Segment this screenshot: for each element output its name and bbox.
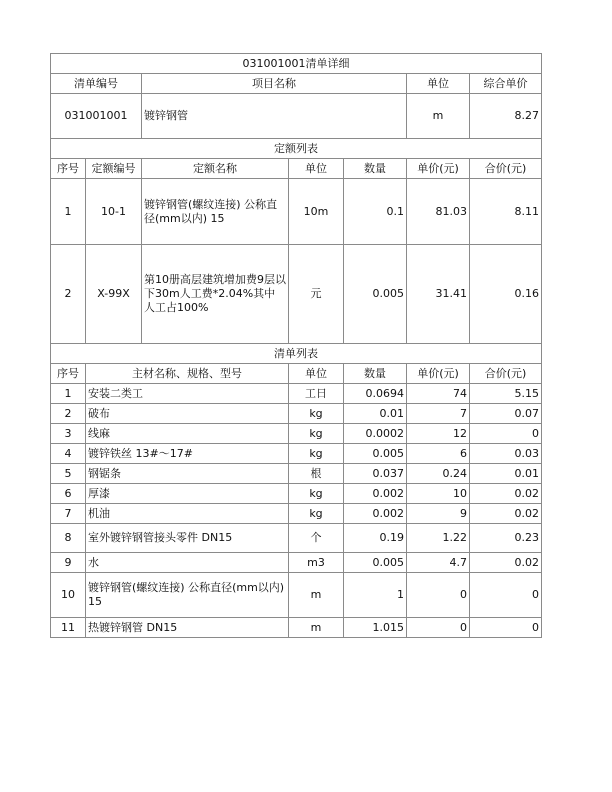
- quota-name: 镀锌钢管(螺纹连接) 公称直径(mm以内) 15: [142, 179, 289, 245]
- material-index: 10: [51, 573, 86, 618]
- quota-index: 1: [51, 179, 86, 245]
- material-row: [51, 384, 542, 404]
- material-qty: 0.19: [344, 524, 407, 553]
- header-name: 项目名称: [142, 74, 407, 94]
- material-row: [51, 553, 542, 573]
- material-qty: 0.005: [344, 444, 407, 464]
- materials-col-total: 合价(元): [470, 364, 542, 384]
- item-name: 镀锌钢管: [142, 94, 407, 139]
- material-unit-price: 9: [407, 504, 470, 524]
- header-unit: 单位: [407, 74, 470, 94]
- material-name: 线麻: [86, 424, 289, 444]
- material-name: 镀锌钢管(螺纹连接) 公称直径(mm以内) 15: [86, 573, 289, 618]
- quota-row: [51, 245, 542, 344]
- material-total: 0.07: [470, 404, 542, 424]
- material-name: 室外镀锌钢管接头零件 DN15: [86, 524, 289, 553]
- material-qty: 0.01: [344, 404, 407, 424]
- quota-qty: 0.1: [344, 179, 407, 245]
- quota-code: X-99X: [86, 245, 142, 344]
- material-row: [51, 618, 542, 638]
- material-unit-price: 0: [407, 618, 470, 638]
- material-qty: 0.0002: [344, 424, 407, 444]
- quota-col-total: 合价(元): [470, 159, 542, 179]
- material-unit: 工日: [289, 384, 344, 404]
- material-name: 钢锯条: [86, 464, 289, 484]
- material-row: [51, 524, 542, 553]
- material-row: [51, 404, 542, 424]
- material-unit-price: 6: [407, 444, 470, 464]
- material-row: [51, 464, 542, 484]
- material-total: 0.03: [470, 444, 542, 464]
- material-unit: kg: [289, 424, 344, 444]
- material-unit-price: 0.24: [407, 464, 470, 484]
- material-unit: m: [289, 618, 344, 638]
- material-qty: 0.002: [344, 484, 407, 504]
- material-total: 0.02: [470, 504, 542, 524]
- material-index: 8: [51, 524, 86, 553]
- material-qty: 0.002: [344, 504, 407, 524]
- quota-total: 8.11: [470, 179, 542, 245]
- material-qty: 0.0694: [344, 384, 407, 404]
- material-name: 热镀锌钢管 DN15: [86, 618, 289, 638]
- material-index: 9: [51, 553, 86, 573]
- quota-unit: 10m: [289, 179, 344, 245]
- material-unit: 根: [289, 464, 344, 484]
- item-price: 8.27: [470, 94, 542, 139]
- quota-unit-price: 31.41: [407, 245, 470, 344]
- material-index: 7: [51, 504, 86, 524]
- material-name: 水: [86, 553, 289, 573]
- materials-rows: [51, 384, 542, 638]
- quota-row: [51, 179, 542, 245]
- materials-col-qty: 数量: [344, 364, 407, 384]
- quota-total: 0.16: [470, 245, 542, 344]
- material-total: 0: [470, 424, 542, 444]
- quota-col-qty: 数量: [344, 159, 407, 179]
- material-row: [51, 573, 542, 618]
- material-unit-price: 12: [407, 424, 470, 444]
- quota-col-name: 定额名称: [142, 159, 289, 179]
- material-row: [51, 504, 542, 524]
- materials-col-unit: 单位: [289, 364, 344, 384]
- material-name: 机油: [86, 504, 289, 524]
- material-unit-price: 4.7: [407, 553, 470, 573]
- material-index: 6: [51, 484, 86, 504]
- materials-col-unit-price: 单价(元): [407, 364, 470, 384]
- material-name: 厚漆: [86, 484, 289, 504]
- materials-header-row: [51, 364, 542, 384]
- quota-col-index: 序号: [51, 159, 86, 179]
- material-unit: 个: [289, 524, 344, 553]
- quota-section-title: 定额列表: [51, 139, 542, 159]
- material-unit: m: [289, 573, 344, 618]
- material-unit: kg: [289, 404, 344, 424]
- material-total: 0.02: [470, 484, 542, 504]
- material-name: 镀锌铁丝 13#～17#: [86, 444, 289, 464]
- material-unit: kg: [289, 484, 344, 504]
- quota-index: 2: [51, 245, 86, 344]
- material-row: [51, 484, 542, 504]
- quota-col-code: 定额编号: [86, 159, 142, 179]
- material-name: 安装二类工: [86, 384, 289, 404]
- bill-detail-table: [50, 53, 542, 638]
- header-code: 清单编号: [51, 74, 142, 94]
- material-total: 0.02: [470, 553, 542, 573]
- material-qty: 0.005: [344, 553, 407, 573]
- quota-name: 第10册高层建筑增加费9层以下30m人工费*2.04%其中人工占100%: [142, 245, 289, 344]
- material-index: 4: [51, 444, 86, 464]
- materials-col-index: 序号: [51, 364, 86, 384]
- quota-col-unit: 单位: [289, 159, 344, 179]
- materials-col-name: 主材名称、规格、型号: [86, 364, 289, 384]
- material-qty: 1.015: [344, 618, 407, 638]
- quota-unit-price: 81.03: [407, 179, 470, 245]
- sheet-title: 031001001清单详细: [51, 54, 542, 74]
- material-name: 破布: [86, 404, 289, 424]
- material-total: 0: [470, 618, 542, 638]
- material-total: 0: [470, 573, 542, 618]
- quota-code: 10-1: [86, 179, 142, 245]
- quota-header-row: [51, 159, 542, 179]
- material-unit-price: 7: [407, 404, 470, 424]
- material-unit: kg: [289, 504, 344, 524]
- material-index: 2: [51, 404, 86, 424]
- material-unit-price: 10: [407, 484, 470, 504]
- material-total: 0.23: [470, 524, 542, 553]
- material-index: 1: [51, 384, 86, 404]
- material-index: 11: [51, 618, 86, 638]
- material-unit-price: 74: [407, 384, 470, 404]
- material-qty: 1: [344, 573, 407, 618]
- item-unit: m: [407, 94, 470, 139]
- material-total: 0.01: [470, 464, 542, 484]
- material-index: 3: [51, 424, 86, 444]
- material-qty: 0.037: [344, 464, 407, 484]
- material-index: 5: [51, 464, 86, 484]
- material-unit: m3: [289, 553, 344, 573]
- materials-section-title: 清单列表: [51, 344, 542, 364]
- material-unit-price: 1.22: [407, 524, 470, 553]
- quota-col-unit-price: 单价(元): [407, 159, 470, 179]
- material-row: [51, 444, 542, 464]
- header-price: 综合单价: [470, 74, 542, 94]
- material-row: [51, 424, 542, 444]
- quota-unit: 元: [289, 245, 344, 344]
- material-unit-price: 0: [407, 573, 470, 618]
- material-unit: kg: [289, 444, 344, 464]
- material-total: 5.15: [470, 384, 542, 404]
- quota-qty: 0.005: [344, 245, 407, 344]
- item-code: 031001001: [51, 94, 142, 139]
